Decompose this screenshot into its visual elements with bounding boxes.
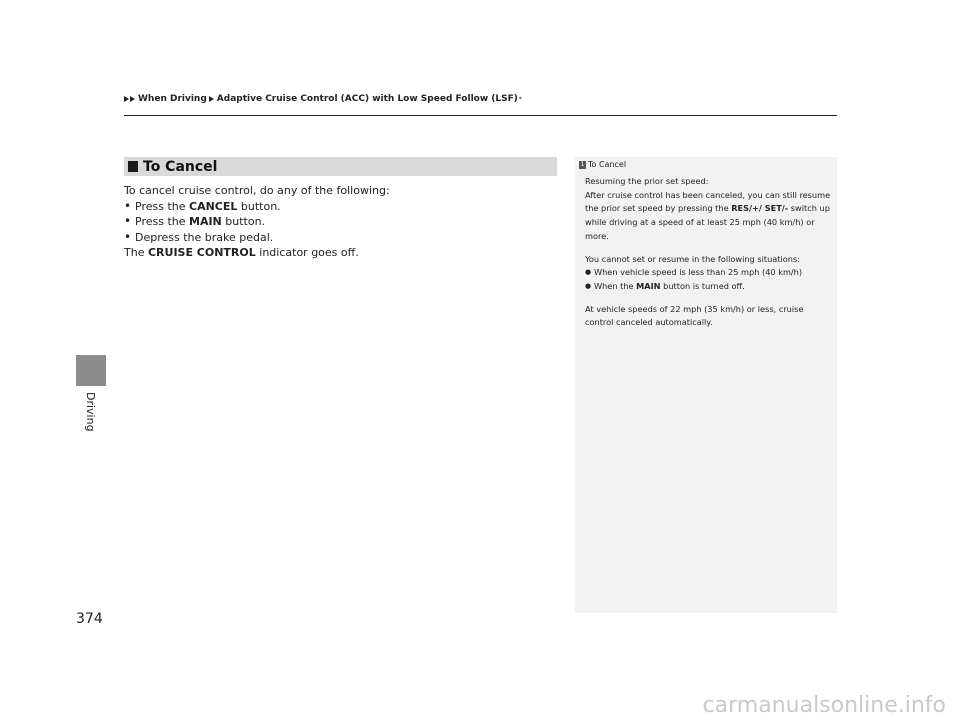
section-tab-marker [76, 355, 106, 386]
list-item: • Press the MAIN button. [124, 214, 554, 230]
breadcrumb-item[interactable]: When Driving [138, 94, 207, 104]
note-body [585, 175, 833, 330]
note-title: To Cancel [588, 160, 627, 169]
section-header [124, 157, 557, 176]
side-note [575, 157, 837, 613]
note-paragraph: You cannot set or resume in the following situations: [585, 253, 800, 264]
note-header [579, 160, 626, 169]
breadcrumb-item[interactable]: Adaptive Cruise Control (ACC) with Low Speed Follow (LSF) [216, 94, 518, 104]
note-paragraph: After cruise control has been canceled, you can still resume the prior set speed by pressing the RES/+/ SET/- switch up while driving at a speed of at least 25 mph (40 km/h) or more. [585, 189, 831, 241]
header-rule [124, 115, 837, 116]
closing-text: The CRUISE CONTROL indicator goes off. [124, 246, 359, 259]
page-number: 374 [76, 611, 103, 627]
note-reference-icon: 1 [580, 160, 585, 168]
note-list-item: ● When the MAIN button is turned off. [585, 280, 833, 294]
list-item: • Press the CANCEL button. [124, 199, 554, 215]
section-title: To Cancel [143, 158, 218, 175]
breadcrumb [124, 94, 522, 104]
note-paragraph: At vehicle speeds of 22 mph (35 km/h) or less, cruise control canceled automatically. [585, 303, 804, 328]
arrow-right-icon [130, 96, 135, 102]
section-body [124, 183, 554, 261]
note-subhead: Resuming the prior set speed: [585, 176, 709, 186]
square-bullet-icon [128, 161, 138, 172]
arrow-right-icon [209, 96, 214, 102]
arrow-right-icon [124, 96, 129, 102]
intro-text: To cancel cruise control, do any of the following: [124, 184, 390, 197]
section-tab-label: Driving [84, 392, 97, 432]
list-item: • Depress the brake pedal. [124, 230, 554, 246]
optional-marker: * [518, 95, 522, 103]
watermark: carmanualsonline.info [702, 693, 946, 718]
note-list-item: ● When vehicle speed is less than 25 mph (40 km/h) [585, 266, 833, 280]
